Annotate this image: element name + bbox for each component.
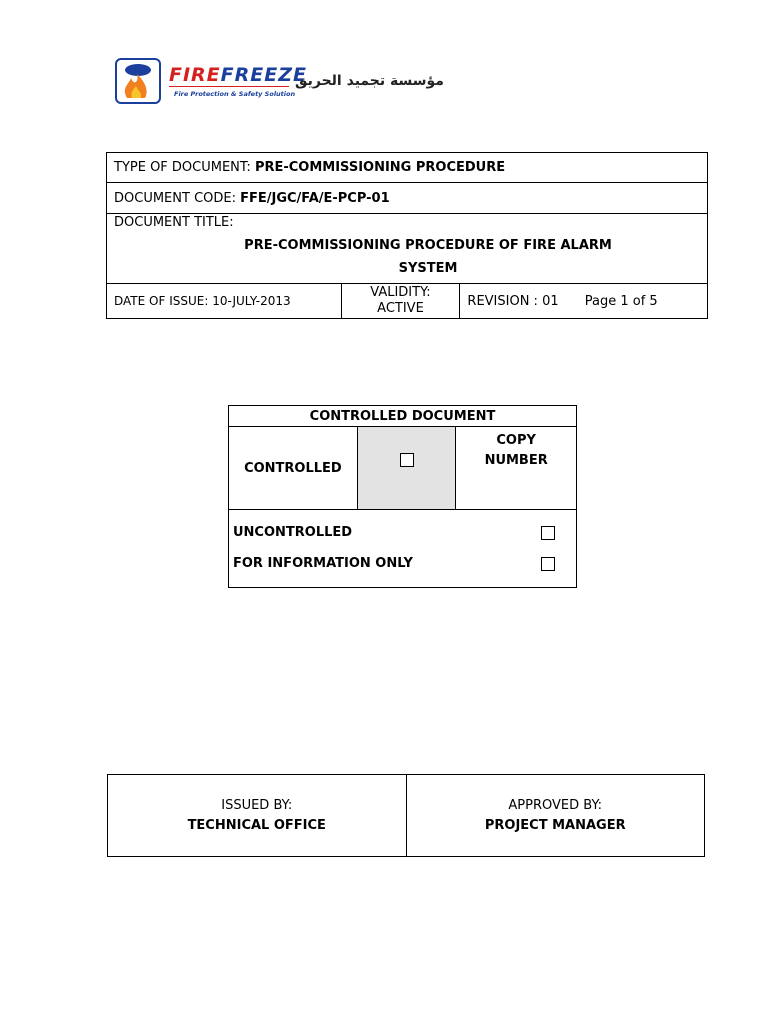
uncontrolled-options-cell: [229, 510, 577, 588]
revision-number: REVISION : 01: [467, 293, 559, 309]
company-name: FIREFREEZE: [169, 64, 307, 86]
uncontrolled-label: UNCONTROLLED: [233, 525, 353, 540]
document-type-label: TYPE OF DOCUMENT:: [114, 160, 251, 175]
company-tagline: Fire Protection & Safety Solution: [174, 90, 296, 98]
uncontrolled-checkbox[interactable]: [541, 526, 555, 540]
controlled-label: CONTROLLED: [229, 427, 358, 510]
document-title-line1: PRE-COMMISSIONING PROCEDURE OF FIRE ALARM: [244, 238, 612, 253]
approved-by-value: PROJECT MANAGER: [484, 817, 626, 833]
issued-by-value: TECHNICAL OFFICE: [187, 817, 326, 833]
date-of-issue: DATE OF ISSUE: 10-JULY-2013: [107, 284, 342, 319]
document-title-label: DOCUMENT TITLE:: [114, 215, 234, 230]
approved-by-label: APPROVED BY:: [508, 797, 603, 813]
validity-cell: [341, 284, 460, 319]
controlled-checkbox-cell: [357, 427, 456, 510]
copy-number-cell: [456, 427, 577, 510]
company-arabic-name: مؤسسة تجميد الحريق: [295, 73, 444, 89]
document-code-label: DOCUMENT CODE:: [114, 190, 236, 206]
signoff-table: [107, 774, 705, 857]
information-only-checkbox[interactable]: [541, 557, 555, 571]
logo-divider: [169, 86, 289, 87]
controlled-checkbox[interactable]: [400, 453, 414, 467]
validity-label: VALIDITY:: [370, 285, 431, 300]
controlled-document-table: [228, 405, 577, 588]
approved-by-cell: [406, 775, 705, 857]
number-label: NUMBER: [484, 453, 548, 468]
document-type-row: [107, 153, 708, 183]
document-info-table: [106, 152, 708, 319]
validity-value: ACTIVE: [377, 301, 424, 316]
information-only-row: [233, 556, 572, 580]
document-type-value: PRE-COMMISSIONING PROCEDURE: [254, 160, 506, 175]
company-logo-icon: [115, 58, 161, 104]
information-only-label: FOR INFORMATION ONLY: [233, 556, 413, 571]
revision-cell: [460, 284, 708, 319]
controlled-document-header: CONTROLLED DOCUMENT: [229, 406, 577, 427]
document-code-value: FFE/JGC/FA/E-PCP-01: [240, 190, 390, 206]
copy-label: COPY: [496, 433, 536, 448]
document-title-line2: SYSTEM: [398, 261, 458, 276]
document-code-row: [107, 183, 708, 214]
page-number: Page 1 of 5: [584, 293, 658, 309]
uncontrolled-row: [233, 525, 572, 556]
issued-by-label: ISSUED BY:: [221, 797, 293, 813]
issued-by-cell: [108, 775, 407, 857]
document-title-row: [107, 214, 708, 284]
